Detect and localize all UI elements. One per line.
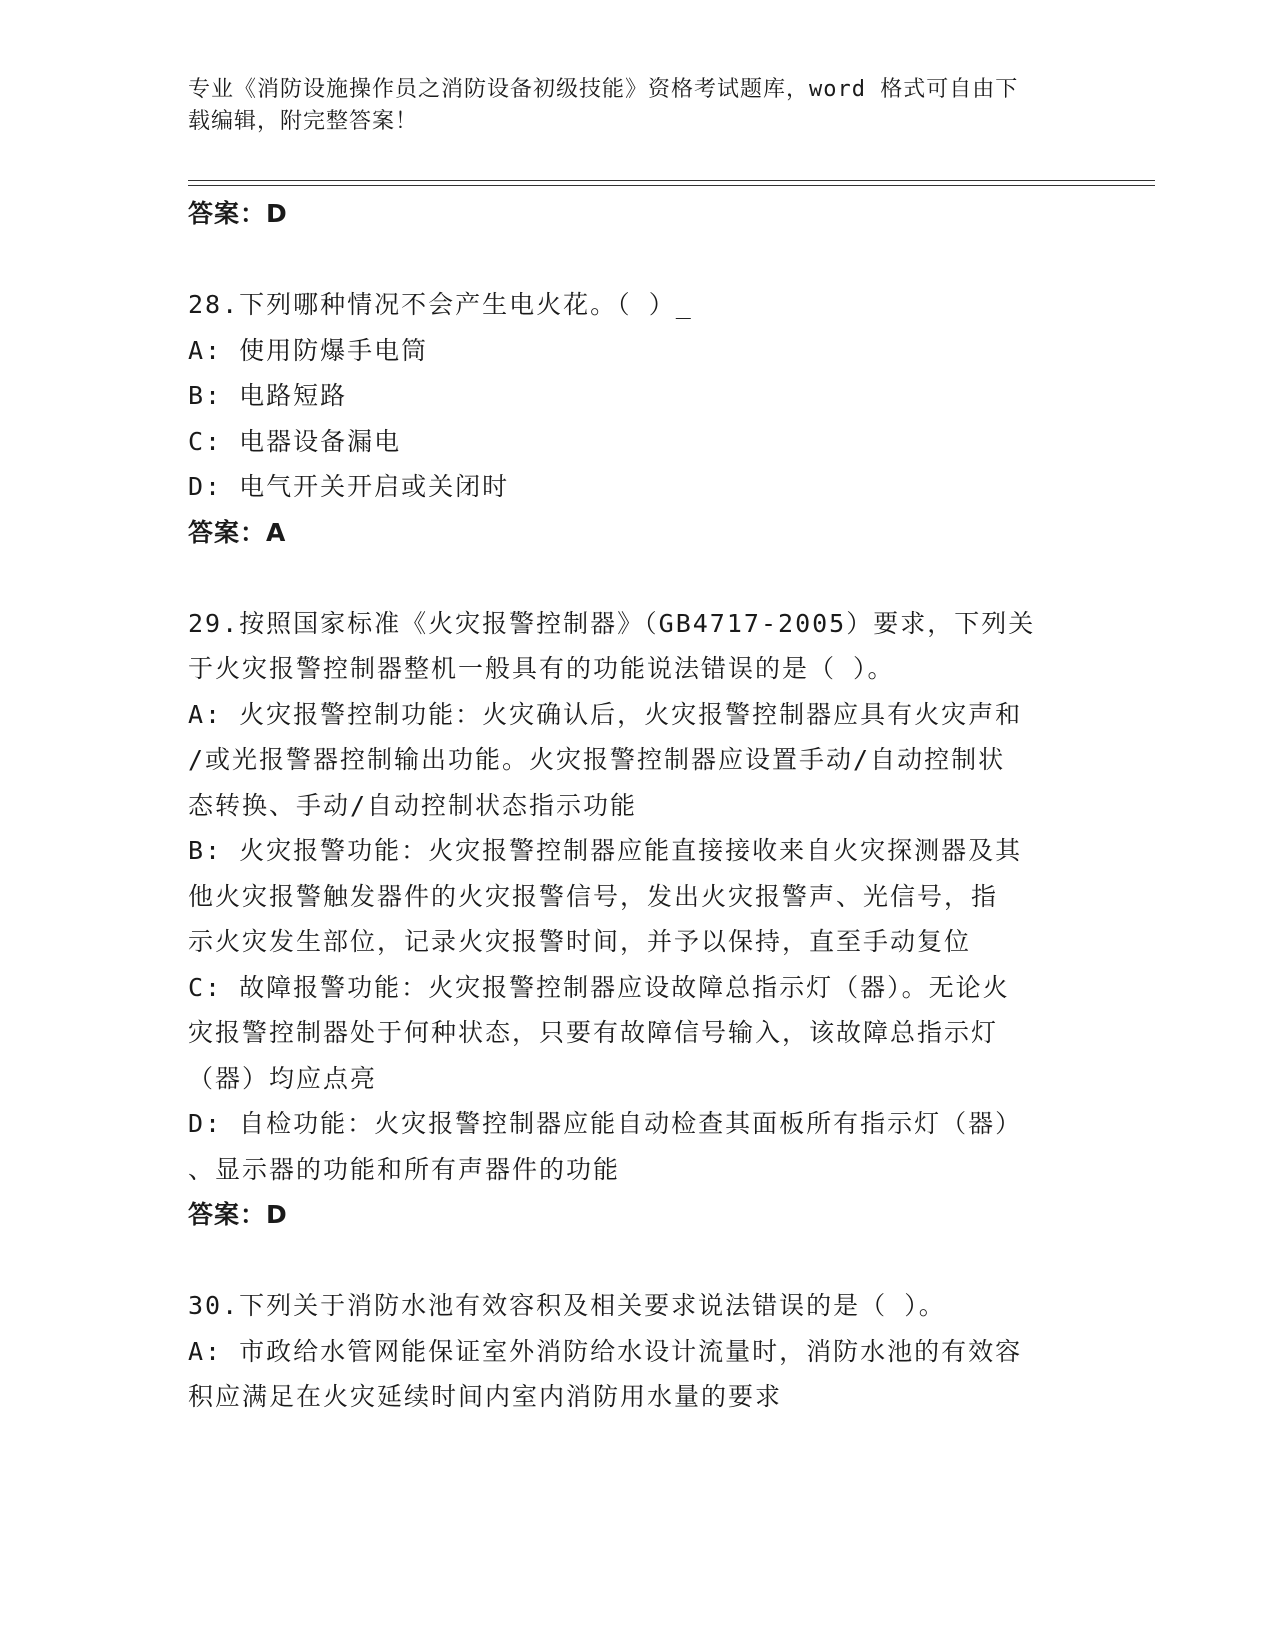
option-c: C: 电器设备漏电 [188, 426, 402, 456]
option-a: A: 使用防爆手电筒 [188, 335, 429, 365]
answer: 答案：A [188, 517, 287, 547]
question-29 [188, 601, 1078, 1238]
option-a-line-1: A: 火灾报警控制功能：火灾确认后，火灾报警控制器应具有火灾声和 [188, 699, 1023, 729]
document-body [188, 191, 1078, 1420]
header-divider-bottom [188, 185, 1155, 186]
spacer [188, 1238, 1078, 1284]
spacer [188, 555, 1078, 601]
question-text-line-1: 29.按照国家标准《火灾报警控制器》（GB4717-2005）要求，下列关 [188, 608, 1036, 638]
option-c-line-3: （器）均应点亮 [188, 1063, 378, 1093]
option-b: B: 电路短路 [188, 381, 348, 410]
option-c-line-2: 灾报警控制器处于何种状态，只要有故障信号输入，该故障总指示灯 [188, 1018, 999, 1047]
option-a-line-3: 态转换、手动/自动控制状态指示功能 [188, 790, 638, 820]
option-c-line-1: C: 故障报警功能：火灾报警控制器应设故障总指示灯（器）。无论火 [188, 972, 1010, 1002]
question-text: 28.下列哪种情况不会产生电火花。（ ）_ [188, 290, 693, 319]
previous-answer: 答案：D [188, 199, 288, 228]
header-line-2: 载编辑，附完整答案！ [188, 109, 419, 134]
page-header [188, 74, 1068, 138]
header-divider-top [188, 180, 1155, 181]
option-d-line-2: 、显示器的功能和所有声器件的功能 [188, 1154, 621, 1184]
option-b-line-3: 示火灾发生部位，记录火灾报警时间，并予以保持，直至手动复位 [188, 927, 972, 956]
option-b-line-2: 他火灾报警触发器件的火灾报警信号，发出火灾报警声、光信号，指 [188, 881, 999, 911]
question-30 [188, 1283, 1078, 1420]
option-a-line-2: /或光报警器控制输出功能。火灾报警控制器应设置手动/自动控制状 [188, 745, 1006, 774]
header-line-1: 专业《消防设施操作员之消防设备初级技能》资格考试题库，word 格式可自由下 [188, 77, 1019, 102]
option-a-line-1: A: 市政给水管网能保证室外消防给水设计流量时，消防水池的有效容 [188, 1336, 1023, 1366]
question-text: 30.下列关于消防水池有效容积及相关要求说法错误的是（ ）。 [188, 1291, 946, 1320]
answer: 答案：D [188, 1200, 288, 1229]
spacer [188, 237, 1078, 283]
option-d: D: 电气开关开启或关闭时 [188, 472, 510, 501]
option-d-line-1: D: 自检功能：火灾报警控制器应能自动检查其面板所有指示灯（器） [188, 1109, 1023, 1138]
question-28 [188, 282, 1078, 555]
option-b-line-1: B: 火灾报警功能：火灾报警控制器应能直接接收来自火灾探测器及其 [188, 836, 1023, 865]
question-text-line-2: 于火灾报警控制器整机一般具有的功能说法错误的是（ ）。 [188, 654, 895, 683]
option-a-line-2: 积应满足在火灾延续时间内室内消防用水量的要求 [188, 1382, 783, 1411]
